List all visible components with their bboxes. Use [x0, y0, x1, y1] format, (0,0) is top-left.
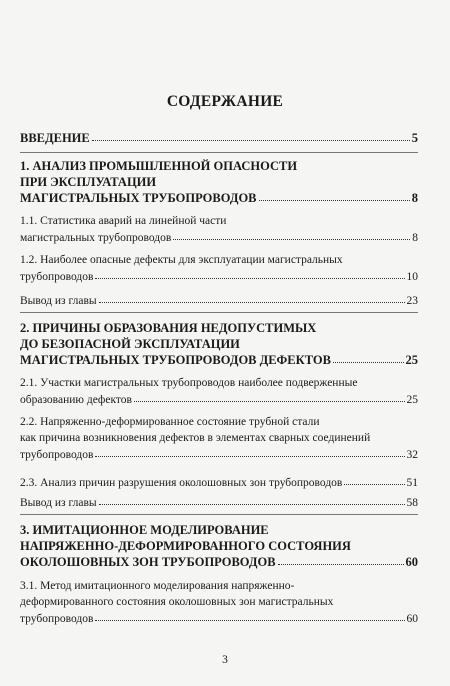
toc-entry-line [20, 610, 418, 626]
toc-entry-line [20, 391, 418, 407]
dot-leader [134, 390, 405, 402]
dot-leader [333, 351, 404, 363]
toc-entry-line [20, 538, 418, 554]
toc-entry [20, 375, 418, 407]
toc-page-number: 60 [405, 555, 418, 569]
toc-page-number: 60 [406, 613, 418, 625]
toc-page-number: 51 [406, 477, 418, 489]
section-divider [20, 152, 418, 153]
toc-entry-text: магистральных трубопроводов [20, 232, 172, 244]
toc-entry [20, 522, 418, 570]
toc-page-number: 23 [406, 295, 418, 307]
toc-page-number: 8 [412, 232, 418, 244]
toc-entry-line [20, 494, 418, 510]
toc-entry [20, 292, 418, 308]
toc-entry-line [20, 375, 418, 391]
toc-entry-line [20, 292, 418, 308]
dot-leader [259, 189, 410, 201]
toc-entry-text: 3.1. Метод имитационного моделирования напряженно- [20, 580, 295, 592]
toc-entry-text: 1. АНАЛИЗ ПРОМЫШЛЕННОЙ ОПАСНОСТИ [20, 159, 298, 173]
toc-entry-text: 1.1. Статистика аварий на линейной части [20, 215, 227, 227]
toc-entry-line [20, 190, 418, 206]
dot-leader [278, 553, 404, 565]
toc-entry [20, 158, 418, 206]
toc-page-number: 25 [405, 353, 418, 367]
toc-entry-line [20, 268, 418, 284]
toc-entry-line [20, 336, 418, 352]
toc-entry-text: ОКОЛОШОВНЫХ ЗОН ТРУБОПРОВОДОВ [20, 555, 276, 569]
toc-entry-line [20, 474, 418, 490]
toc-entry-text: ПРИ ЭКСПЛУАТАЦИИ [20, 175, 157, 189]
toc-page-number: 25 [406, 394, 418, 406]
dot-leader [99, 291, 405, 303]
toc-entry [20, 252, 418, 284]
toc-entry-line [20, 229, 418, 245]
toc-page-number: 10 [406, 271, 418, 283]
toc-entry-line [20, 213, 418, 229]
toc-entry-text: трубопроводов [20, 613, 94, 625]
toc-entry-text: Вывод из главы [20, 497, 97, 509]
toc-entry-line [20, 352, 418, 368]
toc-entry [20, 320, 418, 368]
dot-leader [344, 473, 404, 485]
toc-entry-text: 2.3. Анализ причин разрушения околошовных зон трубопроводов [20, 477, 343, 489]
toc-entry [20, 130, 418, 146]
section-divider [20, 514, 418, 515]
page-number: 3 [222, 654, 228, 666]
toc-page-number: 8 [411, 191, 418, 205]
toc-entry-text: как причина возникновения дефектов в элементах сварных соединений [20, 432, 371, 444]
toc-entry-line [20, 554, 418, 570]
toc-entry-line [20, 578, 418, 594]
toc-entry [20, 414, 418, 462]
toc-page-number: 32 [406, 449, 418, 461]
toc-entry [20, 578, 418, 626]
toc-entry-line [20, 522, 418, 538]
toc-entry-text: 2. ПРИЧИНЫ ОБРАЗОВАНИЯ НЕДОПУСТИМЫХ [20, 321, 317, 335]
toc-page-number: 5 [411, 131, 418, 145]
toc-entry-line [20, 252, 418, 268]
toc-entry-line [20, 174, 418, 190]
toc-entry-line [20, 414, 418, 430]
toc-entry-text: МАГИСТРАЛЬНЫХ ТРУБОПРОВОДОВ ДЕФЕКТОВ [20, 353, 331, 367]
page-title: СОДЕРЖАНИЕ [166, 93, 284, 110]
toc-entry-text: деформированного состояния околошовных зон магистральных [20, 596, 334, 608]
toc-entry [20, 494, 418, 510]
toc-entry-text: 2.2. Напряженно-деформированное состояние трубной стали [20, 416, 320, 428]
dot-leader [95, 609, 404, 621]
toc-entry-text: МАГИСТРАЛЬНЫХ ТРУБОПРОВОДОВ [20, 191, 257, 205]
toc-entry-line [20, 594, 418, 610]
toc-entry-text: трубопроводов [20, 449, 94, 461]
toc-entry-text: ВВЕДЕНИЕ [20, 131, 90, 145]
toc-entry-text: 2.1. Участки магистральных трубопроводов наиболее подверженные [20, 377, 358, 389]
toc-entry-line [20, 158, 418, 174]
dot-leader [95, 445, 404, 457]
toc-entry-text: НАПРЯЖЕННО-ДЕФОРМИРОВАННОГО СОСТОЯНИЯ [20, 539, 351, 553]
toc-entry-line [20, 446, 418, 462]
dot-leader [92, 129, 410, 141]
toc-entry-text: Вывод из главы [20, 295, 97, 307]
toc-entry-text: ДО БЕЗОПАСНОЙ ЭКСПЛУАТАЦИИ [20, 337, 240, 351]
toc-entry-line [20, 130, 418, 146]
dot-leader [95, 267, 404, 279]
toc-page-number: 58 [406, 497, 418, 509]
toc-entry-text: образованию дефектов [20, 394, 132, 406]
toc-entry-line [20, 430, 418, 446]
dot-leader [173, 228, 410, 240]
toc-entry-text: трубопроводов [20, 271, 94, 283]
toc-entry [20, 474, 418, 490]
toc-entry [20, 213, 418, 245]
toc-entry-text: 3. ИМИТАЦИОННОЕ МОДЕЛИРОВАНИЕ [20, 523, 269, 537]
toc-entry-line [20, 320, 418, 336]
dot-leader [99, 493, 405, 505]
section-divider [20, 312, 418, 313]
toc-entry-text: 1.2. Наиболее опасные дефекты для эксплуатации магистральных [20, 254, 343, 266]
